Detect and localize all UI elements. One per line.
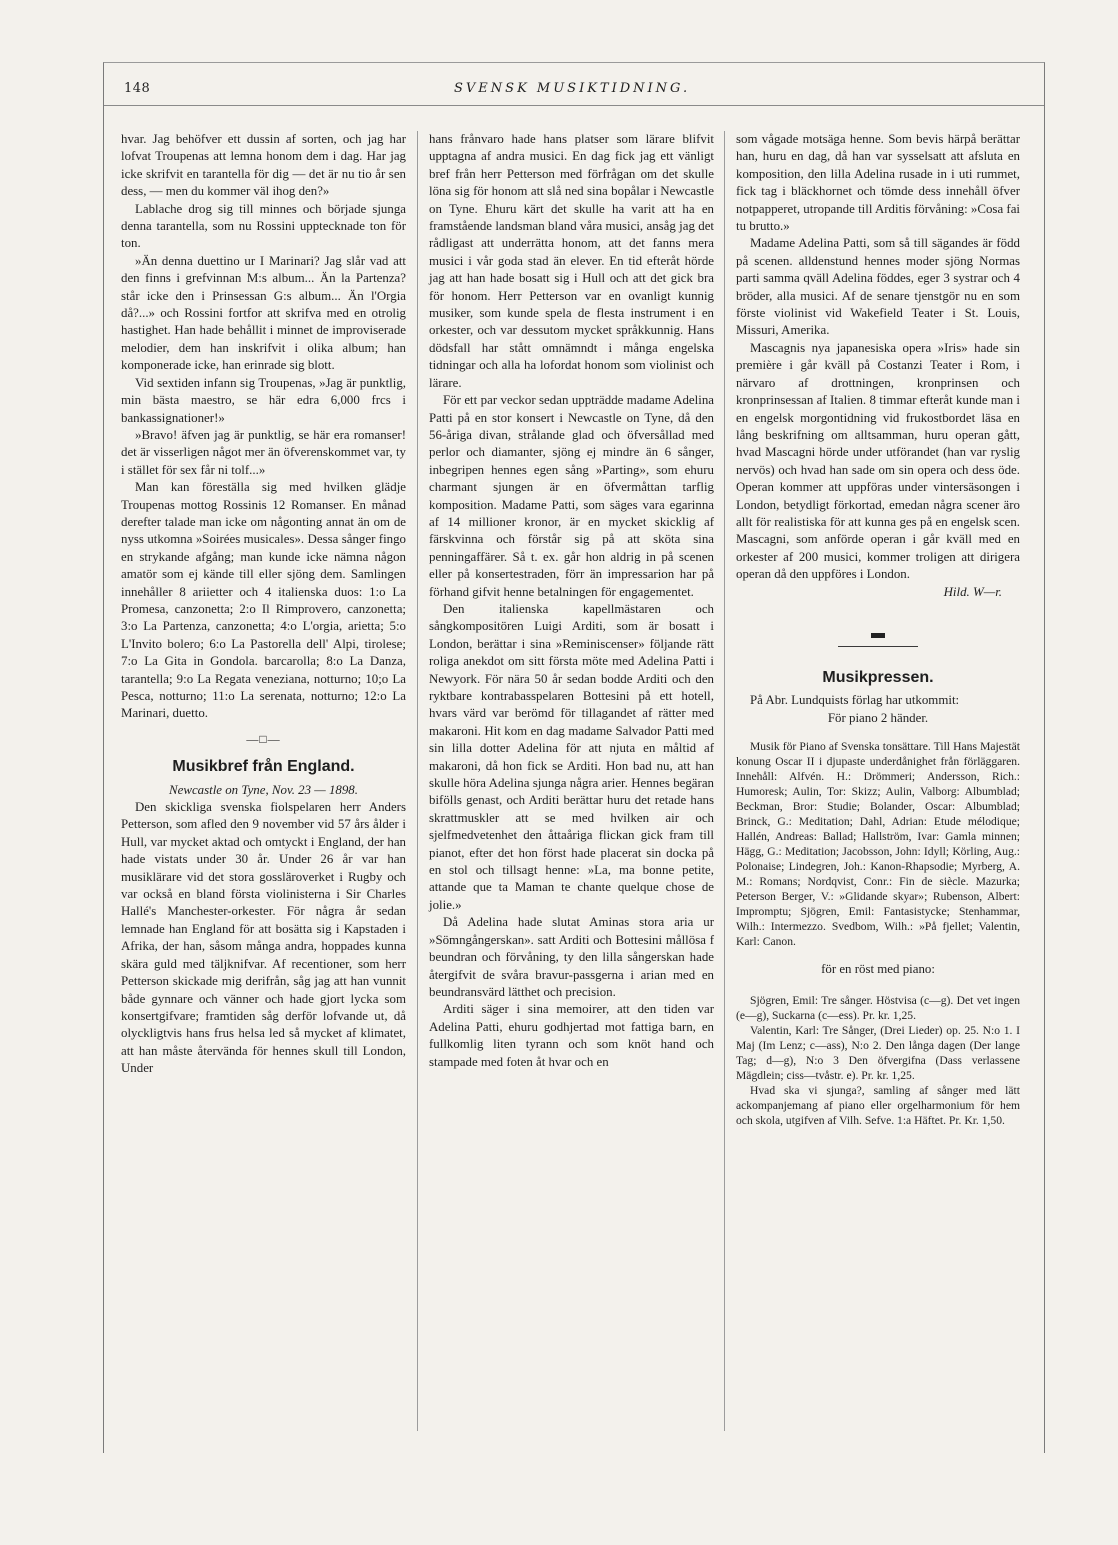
running-title: SVENSK MUSIKTIDNING. xyxy=(454,81,691,96)
subheading: för en röst med piano: xyxy=(821,962,935,977)
paragraph: Man kan föreställa sig med hvilken glädje Troupenas mottog Rossinis 12 Romanser. En månad derefter talade man icke om någonting annat än om de nyss utkomna »Soirées musicales». Dessa sånger fingo en strykande afgång; man kunde icke nämna någon amatör som ej kände till eller sjöng dem. Samlingen innehåller 8 ariietter och 4 italienska duos: 1:o La Promesa, canzonetta; 2:o Il Rimprovero, canzonetta; 3:o La Partenza, canzonetta; 4:o L'orgia, arietta; 5:o L'Invito bolero; 6:o La Pastorella dell' Alpi, tirolese; 7:o La Gita in Gondola. barcarolla; 8:o La Danza, tarantella; 9:o La Regata veneziana, notturno; 10;o La Pesca, notturno; 11:o La serenata, notturno; 12:o La Marinari, duetto. xyxy=(121,480,406,721)
header-rule xyxy=(104,105,1044,106)
dateline: Newcastle on Tyne, Nov. 23 — 1898. xyxy=(169,782,358,797)
paragraph: som vågade motsäga henne. Som bevis härpå berättar han, huru en dag, då han var sysselsatt att afsluta en komposition, den lilla Adelina rusade in i uti rummet, fick tag i bläckhornet och tömde dess innehåll öfver notpapperet, utropande till Arditis förvåning: »Cosa fai tu brutto.» xyxy=(736,132,1020,234)
section-title-musikbref: Musikbref från England. xyxy=(172,758,355,776)
listing-entry: Valentin, Karl: Tre Sånger, (Drei Lieder) op. 25. N:o 1. I Maj (Im Lenz; c—ass), N:o 2. Den långa dagen (Der lange Tag; d—g), N:o 3 Den öfvergifna (Dass verlassene Mägdlein; ciss—tvåstr. e). Pr. kr. 1,25. xyxy=(736,1023,1020,1082)
column-rule xyxy=(724,131,725,1431)
paragraph: För ett par veckor sedan uppträdde madame Adelina Patti på en stor konsert i Newcastle on Tyne, då den 56-åriga divan, strålande glad och öfversållad med perlor och diamanter, sjöng ej mindre än 6 sånger, inbegripen hennes egen sång »Parting», som ehuru charmant sjungen är en öfvermåttan tarflig komposition. Madame Patti, som säges vara egarinna af 14 millioner kronor, är en mycket skicklig af färskvinna och förstår sig på att sköta sina penningaffärer. Så t. ex. går hon aldrig in på scenen eller på konsertestraden, förr än impressarion har på förhand gifvit henne betalningen för engagementet. xyxy=(429,393,714,599)
paragraph: Den skickliga svenska fiolspelaren herr Anders Petterson, som afled den 9 november vid 57 års ålder i Hull, var mycket aktad och omtyckt i England, der han hade vistats under 30 år. Under 26 år var han musiklärare vid det stora gossläroverket i Rugby och var också en bland första violinisterna i Sir Charles Hallé's Manchester-orkester. För några år sedan lemnade han England för att bosätta sig i Kapstaden i Afrika, der han, såsom många andra, hoppades kunna skära guld med täljknifvar. Af recentioner, som herr Petterson skickade mig derifrån, såg jag att han vunnit både gynnare och vänner och hade gjort lycka som konsertgifvare; framtiden såg derför lofvande ut, då olyckligtvis hans frus helsa led så mycket af klimatet, att han måste återvända för hennes skull till London, Under xyxy=(121,800,406,1076)
paragraph: Den italienska kapellmästaren och sångkompositören Luigi Arditi, som är bosatt i London, berättar i sina »Reminiscenser» följande rätt roliga anekdot om sitt första möte med Adelina Patti i Newyork. För nära 50 år sedan bodde Arditi och den ryktbare kontrabasspelaren Bottesini på ett hotell, hvars värd var berömd för tillagandet af rätter med makaroni. Hit kom en dag madame Salvador Patti med sin lilla dotter Adelina för att njuta en måltid af makaroni, då hon fick se Arditi. Hon bad nu, att han skulle höra Adelina sjunga några arier. Hennes begäran bifölls genast, och Arditi berättar huru det retade hans skrattmuskler att se med hvilken air och sjelfmedvetenhet den åttaåriga flickan gick fram till pianot, efter det hon först hade placerat sin docka på en stol och tillsagt henne: »La, ma bonne petite, attande que ta Maman te chante quelque chose de jolie.» xyxy=(429,601,714,912)
paragraph: Vid sextiden infann sig Troupenas, »Jag är punktlig, min bästa maestro, se här edra 6,000 frcs i bankassignationer!» xyxy=(121,375,406,425)
listing-entry: Sjögren, Emil: Tre sånger. Höstvisa (c—g). Det vet ingen (e—g), Suckarna (c—ess). Pr. kr. 1,25. xyxy=(736,993,1020,1022)
section-divider xyxy=(736,635,1020,641)
column-3 xyxy=(736,131,1020,1128)
paragraph: Lablache drog sig till minnes och började sjunga denna tarantella, som nu Rossini upptecknade ton för ton. xyxy=(121,201,406,251)
paragraph: »Bravo! äfven jag är punktlig, se här era romanser! det är visserligen något mer än öfverenskommet var, ty i stället för sex får ni tolf...» xyxy=(121,427,406,477)
column-2 xyxy=(429,131,714,1071)
subheading: För piano 2 händer. xyxy=(827,710,929,725)
paragraph: »Än denna duettino ur I Marinari? Jag slår vad att den finns i grefvinnan M:s album... Än la Partenza? står icke den i Prinsessan G:s album... Än l'Orgia då?...» och Rossini fortfor att skrifva med en otrolig hastighet. Han hade behållit i minnet de improviserade melodier, dem han inskrifvit i olika album; han komponerade icke, han erinrade sig blott. xyxy=(121,253,406,373)
page-number: 148 xyxy=(124,81,151,96)
signature: Hild. W—r. xyxy=(943,584,1002,599)
listing-entry: Musik för Piano af Svenska tonsättare. Till Hans Majestät konung Oscar II i djupaste underdånighet från förläggaren. Innehåll: Alfvén. H.: Drömmeri; Andersson, Rich.: Humoresk; Aulin, Tor: Skizz; Aulin, Valborg: Albumblad; Beckman, Bror: Studie; Bolander, Oscar: Albumblad; Brinck, G.: Meditation; Dahl, Adrian: Etude mélodique; Hallén, Andreas: Ballad; Hallström, Ivar: Gamla minnen; Hägg, G.: Meditation; Jacobsson, John: Idyll; Körling, Aug.: Polonaise; Lindegren, Joh.: Kanon-Rhapsodie; Myrberg, A. M.: Romans; Nordqvist, Conr.: Fin de siècle. Mazurka; Peterson Berger, V.: »Glidande skyar»; Rubenson, Albert: Impromptu; Sjögren, Emil: Fantasistycke; Stenhammar, Wilh.: Intermezzo. Svedbom, Wilh.: »På fjellet; Valentin, Karl: Canon. xyxy=(736,740,1020,949)
paragraph: Då Adelina hade slutat Aminas stora aria ur »Sömngångerskan». satt Arditi och Bottesini mållösa f beundran och förvåning, ty den lilla sångerskan hade återgifvit de svåra bravur-passgerna i arian med en beundransvärd lätthet och precision. xyxy=(429,915,714,999)
column-rule xyxy=(417,131,418,1431)
column-1 xyxy=(121,131,406,1078)
section-title-musikpressen: Musikpressen. xyxy=(822,668,934,686)
paragraph: hvar. Jag behöfver ett dussin af sorten, och jag har lofvat Troupenas att lemna honom dem i dag. Har jag icke skrifvit en tarantella för dig — det är nu tio år sen dess, — men du kommer väl ihog den?» xyxy=(121,132,406,199)
newspaper-page xyxy=(103,62,1045,1453)
ornament: —□— xyxy=(246,731,281,746)
paragraph: hans frånvaro hade hans platser som lärare blifvit upptagna af andra musici. En dag fick jag ett vänligt bref från herr Petterson med förfrågan om det skulle löna sig för honom att slå ned sina bopålar i Newcastle on Tyne. Ehuru kärt det skulle ha varit att ha en framstående landsman bland våra musici, ansåg jag det rådligast att underrätta honom, att det fanns mera musici i vår goda stad än elever. En tid efteråt hörde jag att han hade bosatt sig i Hull och att det gick bra för honom. Herr Petterson var en ovanligt kunnig musiker, som kunde spela de flesta instrument i en orkester, och var dessutom mycket språkkunnig. Hans dödsfall har stått omnämndt i många engelska tidningar och alla ha lofordat honom som violinist och lärare. xyxy=(429,132,714,390)
paragraph: Arditi säger i sina memoirer, att den tiden var Adelina Patti, ehuru godhjertad mot fattiga barn, en fullkomlig liten tyrann och som knöt hand och stampade med foten åt hvar och en xyxy=(429,1002,714,1069)
paragraph: På Abr. Lundquists förlag har utkommit: xyxy=(750,693,960,708)
paragraph: Madame Adelina Patti, som så till sägandes är född på scenen. alldenstund hennes moder sjöng Normas parti samma qväll Adelina föddes, eger 3 systrar och 4 bröder, alla musici. Af de senare tjenstgör nu en som förste violinist vid Wakefield Teater i St. Louis, Missuri, Amerika. xyxy=(736,236,1020,338)
paragraph: Mascagnis nya japanesiska opera »Iris» hade sin première i går kväll på Costanzi Teater i Rom, i närvaro af drottningen, kronprinsen och kronprinsessan af Italien. 8 timmar efteråt kunde man i en engelsk morgontidning vid frukostbordet läsa en lång beskrifning om alltsamman, huru operan gått, hvad Mascagni hörde under utförandet (han var ryslig nervös) och hvad han sade om sin opera och dess öde. Operan kommer att uppföras under vintersäsongen i London, betydligt förkortad, emedan några scener äro allt för realistiska för att kunna ges på en engelsk scen. Mascagni, som anförde operan i går kväll med en orkester af 200 musici, kommer troligen att dirigera operan då den uppföres i London. xyxy=(736,340,1020,582)
listing-entry: Hvad ska vi sjunga?, samling af sånger med lätt ackompanjemang af piano eller orgelharmonium för hem och skola, utgifven af Vilh. Sefve. 1:a Häftet. Pr. Kr. 1,50. xyxy=(736,1083,1020,1127)
